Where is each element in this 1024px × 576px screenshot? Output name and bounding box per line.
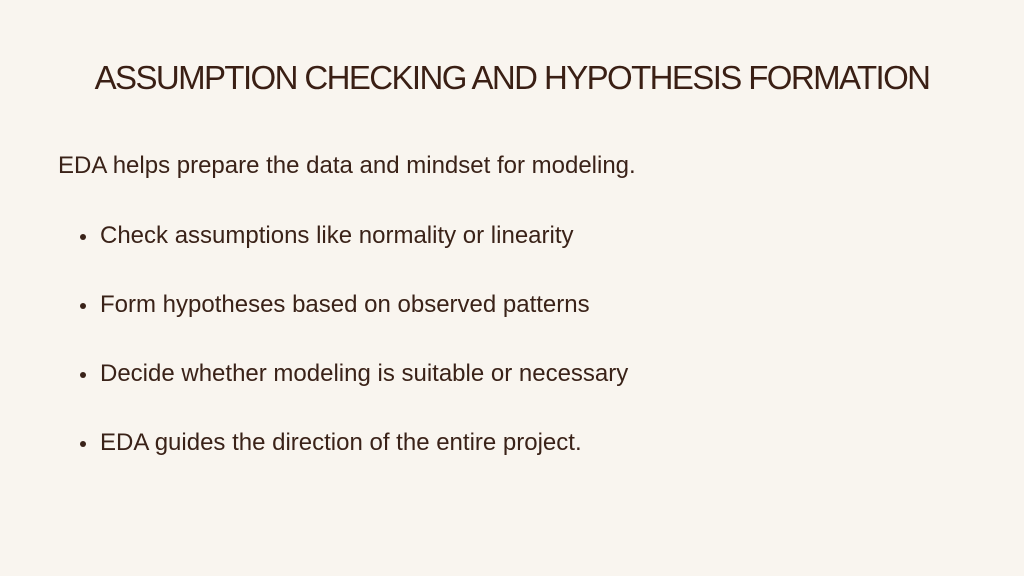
bullet-item	[78, 290, 628, 320]
bullet-item	[78, 428, 628, 458]
bullet-text: Check assumptions like normality or linearity	[100, 222, 574, 249]
bullet-text: EDA guides the direction of the entire project.	[100, 429, 582, 456]
bullet-list	[78, 221, 628, 497]
slide-title: ASSUMPTION CHECKING AND HYPOTHESIS FORMATION	[94, 59, 930, 96]
bullet-item	[78, 221, 628, 251]
bullet-text: Form hypotheses based on observed patterns	[100, 291, 590, 318]
bullet-item	[78, 359, 628, 389]
bullet-dot-icon	[80, 372, 86, 378]
intro-text: EDA helps prepare the data and mindset for modeling.	[58, 152, 636, 179]
bullet-dot-icon	[80, 441, 86, 447]
bullet-text: Decide whether modeling is suitable or necessary	[100, 360, 629, 387]
bullet-dot-icon	[80, 234, 86, 240]
bullet-dot-icon	[80, 303, 86, 309]
